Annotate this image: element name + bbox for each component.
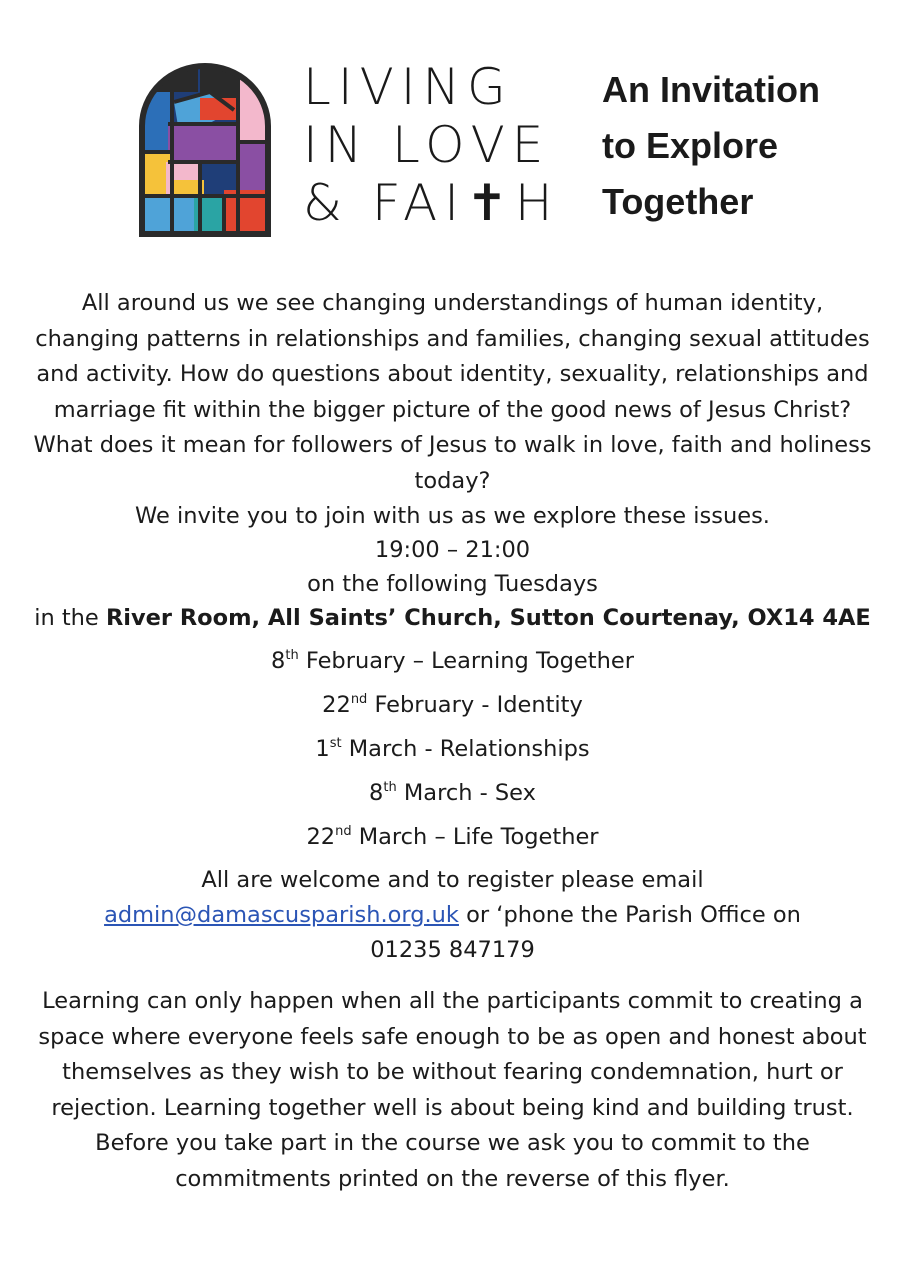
session-item	[30, 815, 875, 859]
session-title: February – Learning Together	[298, 648, 634, 674]
intro-paragraph: All around us we see changing understandings of human identity, changing patterns in relationships and families, changing sexual attitudes and activity. How do questions about identity, sexuality, relationships and marriage fit within the bigger picture of the good news of Jesus Christ? What does it mean for followers of Jesus to walk in love, faith and holiness today?	[33, 290, 872, 494]
living-in-love-faith-wordmark	[303, 58, 560, 232]
session-day: 8	[271, 648, 286, 674]
session-title: March - Sex	[396, 780, 536, 806]
session-item	[30, 639, 875, 683]
invite-line: We invite you to join with us as we explore these issues.	[135, 503, 770, 529]
venue-name: River Room, All Saints’ Church, Sutton Courtenay, OX14 4AE	[105, 605, 871, 631]
venue-prefix: in the	[34, 605, 106, 631]
stained-glass-logo	[138, 62, 272, 238]
wordmark-line-3: & FAI✝H	[303, 174, 560, 232]
phone-prompt: or ‘phone the Parish Office on	[458, 902, 801, 928]
heading-line-2: to Explore	[602, 125, 779, 166]
session-list	[30, 639, 875, 859]
email-line	[30, 898, 875, 933]
session-item	[30, 727, 875, 771]
session-day: 8	[369, 780, 384, 806]
session-day-suffix: th	[383, 780, 397, 795]
event-venue-line	[30, 601, 875, 635]
contact-block	[30, 863, 875, 968]
session-day: 22	[306, 824, 336, 850]
session-day: 22	[322, 692, 351, 718]
session-item	[30, 771, 875, 815]
session-title: March - Relationships	[341, 736, 590, 762]
heading-line-3: Together	[602, 181, 754, 222]
wordmark-line-1: LIVING	[303, 58, 513, 116]
closing-block	[30, 984, 875, 1197]
session-item	[30, 683, 875, 727]
event-time: 19:00 – 21:00	[374, 537, 531, 563]
welcome-line: All are welcome and to register please email	[201, 867, 704, 893]
session-day-suffix: th	[285, 648, 299, 663]
session-title: March – Life Together	[351, 824, 599, 850]
session-day-suffix: nd	[350, 692, 368, 707]
session-day: 1	[315, 736, 330, 762]
phone-number: 01235 847179	[370, 937, 535, 963]
closing-paragraph: Learning can only happen when all the participants commit to creating a space where everyone feels safe enough to be as open and honest about themselves as they wish to be without fearing condemnation, hurt or rejection. Learning together well is about being kind and building trust. Before you take part in the course we ask you to commit to the commitments printed on the reverse of this flyer.	[38, 988, 867, 1192]
heading-line-1: An Invitation	[602, 69, 820, 110]
wordmark-line-2: IN LOVE	[303, 116, 551, 174]
invitation-heading	[602, 62, 820, 230]
flyer-body	[30, 286, 875, 1197]
email-link[interactable]: admin@damascusparish.org.uk	[104, 902, 459, 928]
session-title: February - Identity	[367, 692, 583, 718]
session-day-suffix: nd	[335, 824, 352, 839]
event-days: on the following Tuesdays	[307, 571, 598, 597]
session-day-suffix: st	[329, 736, 342, 751]
